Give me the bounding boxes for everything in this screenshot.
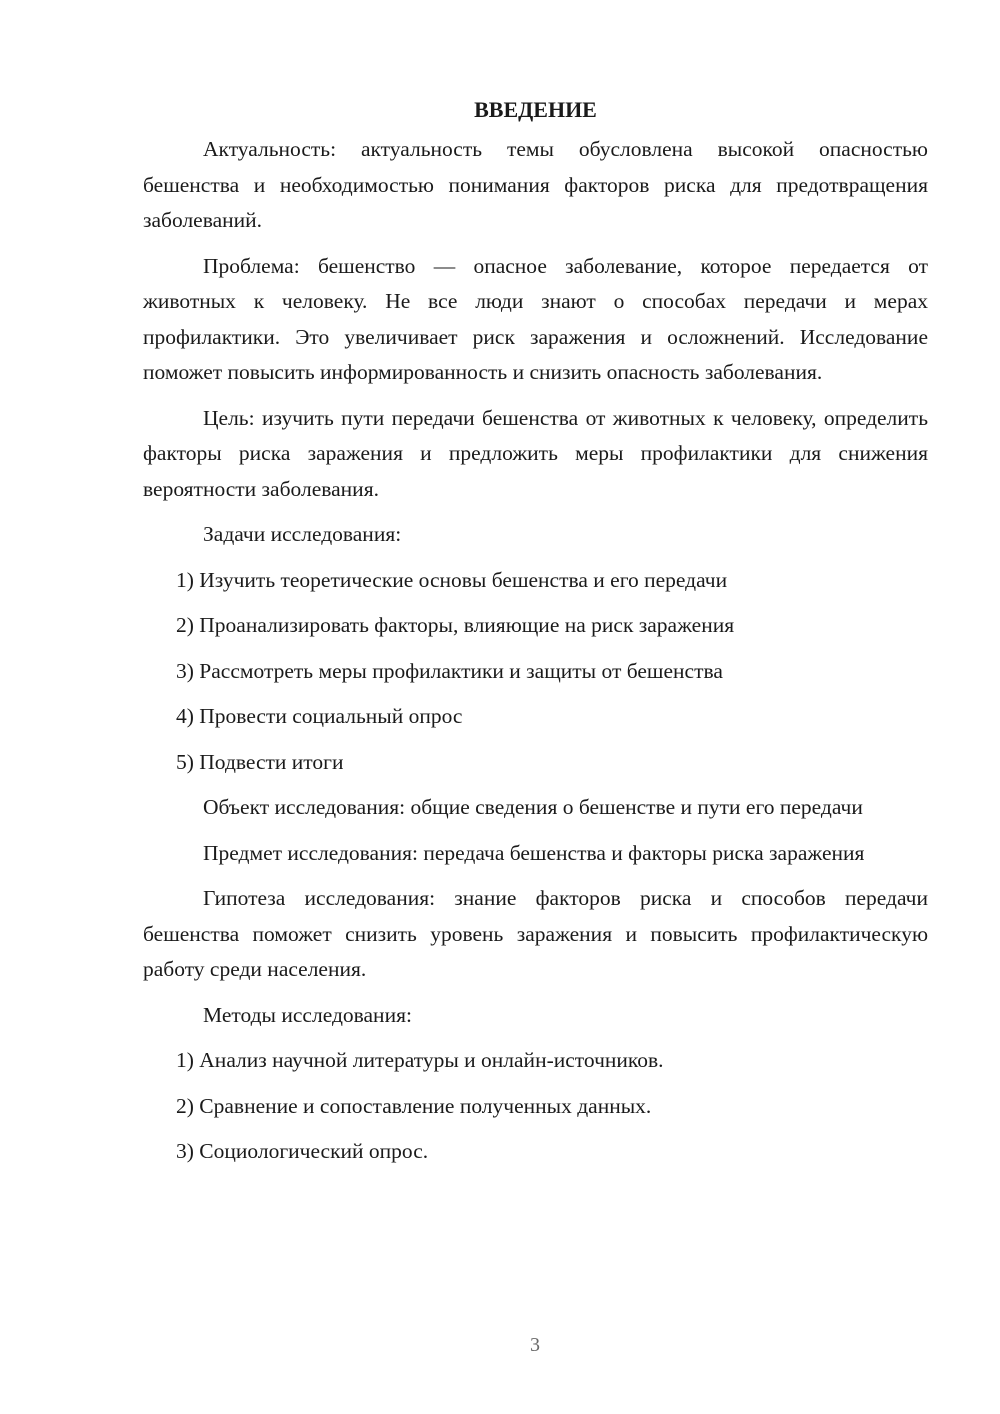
list-item: 1) Изучить теоретические основы бешенства и его передачи xyxy=(176,567,728,592)
document-page xyxy=(143,92,928,1180)
paragraph-problem: Проблема: бешенство — опасное заболевание, которое передается от животных к человеку. Не все люди знают о способах передачи и мерах профилактики. Это увеличивает риск заражения и осложнений. Исследование поможет повысить информированность и снизить опасность заболевания. xyxy=(143,253,928,384)
tasks-heading: Задачи исследования: xyxy=(203,522,402,546)
list-item: 3) Рассмотреть меры профилактики и защиты от бешенства xyxy=(176,658,723,683)
list-item: 3) Социологический опрос. xyxy=(176,1139,429,1163)
paragraph-hypothesis: Гипотеза исследования: знание факторов риска и способов передачи бешенства поможет снизить уровень заражения и повысить профилактическую работу среди населения. xyxy=(143,886,928,981)
list-item: 2) Проанализировать факторы, влияющие на риск заражения xyxy=(176,613,735,637)
page-title: ВВЕДЕНИЕ xyxy=(474,97,597,122)
tasks-list xyxy=(143,563,928,781)
list-item: 2) Сравнение и сопоставление полученных данных. xyxy=(176,1093,652,1118)
list-item: 1) Анализ научной литературы и онлайн-источников. xyxy=(176,1048,664,1072)
methods-heading: Методы исследования: xyxy=(203,1002,412,1027)
page-number: 3 xyxy=(530,1334,540,1356)
paragraph-subject: Предмет исследования: передача бешенства и факторы риска заражения xyxy=(203,840,865,865)
list-item: 5) Подвести итоги xyxy=(176,749,344,774)
methods-list xyxy=(143,1043,928,1170)
paragraph-object: Объект исследования: общие сведения о бешенстве и пути его передачи xyxy=(203,795,863,819)
list-item: 4) Провести социальный опрос xyxy=(176,704,463,728)
paragraph-goal: Цель: изучить пути передачи бешенства от животных к человеку, определить факторы риска заражения и предложить меры профилактики для снижения вероятности заболевания. xyxy=(143,405,928,501)
paragraph-relevance: Актуальность: актуальность темы обусловлена высокой опасностью бешенства и необходимостью понимания факторов риска для предотвращения заболеваний. xyxy=(143,137,928,232)
